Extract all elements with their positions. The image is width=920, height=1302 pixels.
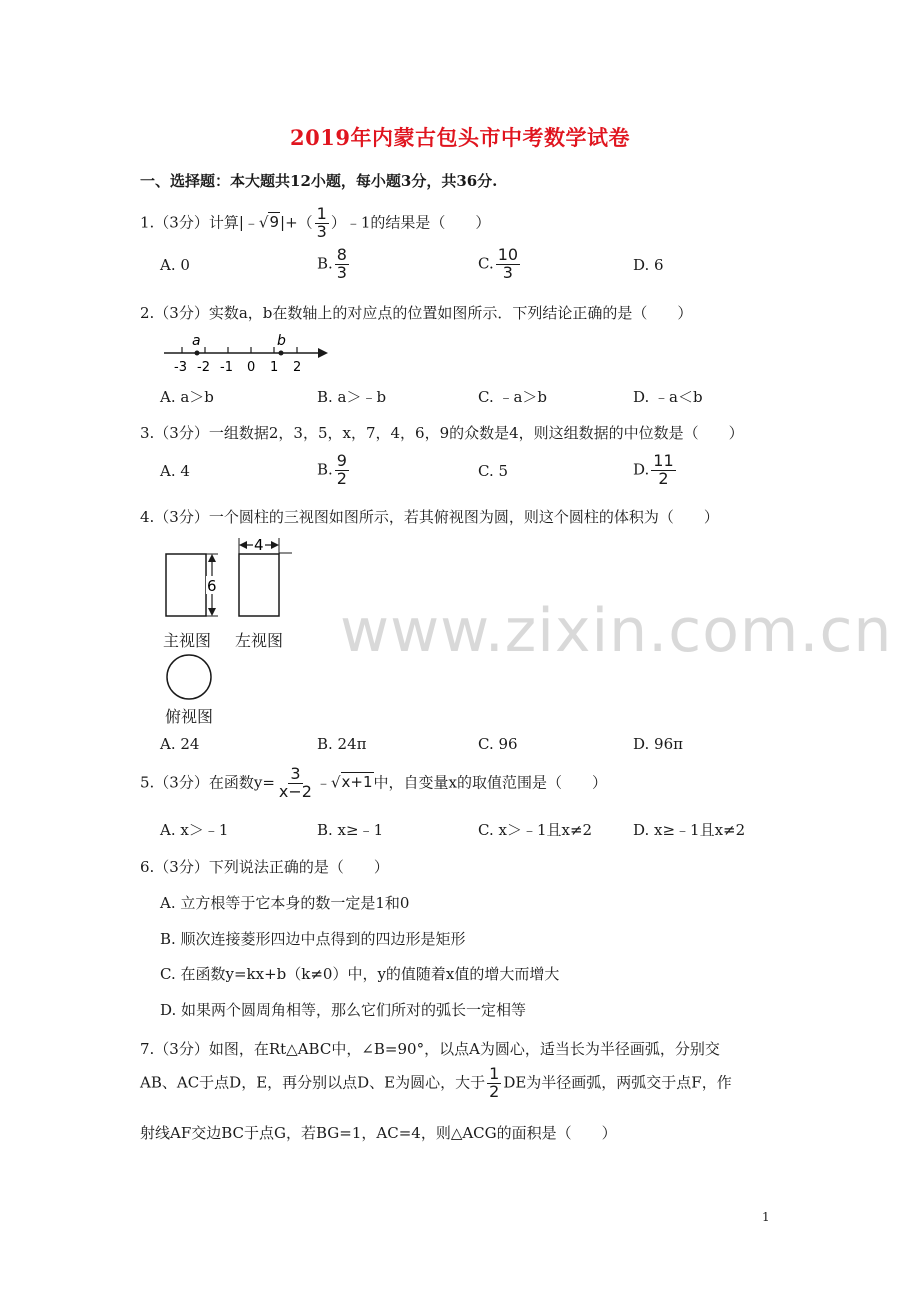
point-b-dot xyxy=(279,351,284,356)
tick-label: 2 xyxy=(293,360,302,375)
number-line-figure xyxy=(160,333,330,375)
q5-option-b: B. x≥﹣1 xyxy=(317,821,384,839)
height-dimension-label: 6 xyxy=(207,577,217,595)
q1-suffix: ）﹣1的结果是（ ） xyxy=(330,213,491,232)
q3-option-b: B. $\frac{9}{2}$ xyxy=(317,451,347,488)
q1-option-a: A. 0 xyxy=(160,256,190,274)
q4-option-d: D. 96π xyxy=(633,735,683,753)
q5-prefix: 5.（3分）在函数y= xyxy=(140,773,275,792)
point-a-dot xyxy=(195,351,200,356)
q5-fraction: $\frac{3}{x-2}$ xyxy=(278,764,312,801)
q1-prefix: 1.（3分）计算|﹣ xyxy=(140,213,259,232)
q5-suffix: 中，自变量x的取值范围是（ ） xyxy=(373,773,608,792)
left-view-label: 左视图 xyxy=(235,631,284,650)
front-view-label: 主视图 xyxy=(163,631,212,650)
q1-sqrt: √9 xyxy=(258,213,280,232)
q2-option-b: B. a＞﹣b xyxy=(317,388,387,406)
q7-fraction: $\frac{1}{2}$ xyxy=(489,1064,500,1101)
question-1-stem xyxy=(140,206,490,241)
tick-label: 0 xyxy=(247,360,256,375)
q1-option-b: B. $\frac{8}{3}$ xyxy=(317,245,347,282)
q1-mid: |+（ xyxy=(280,213,313,232)
q4-option-c: C. 96 xyxy=(478,735,518,753)
q5-option-d: D. x≥﹣1且x≠2 xyxy=(633,821,746,839)
q1-option-c: C. $\frac{10}{3}$ xyxy=(478,245,519,282)
page-title: 2019年内蒙古包头市中考数学试卷 xyxy=(290,125,630,150)
q3-option-c: C. 5 xyxy=(478,462,509,480)
three-view-figure xyxy=(160,536,300,626)
question-6-stem: 6.（3分）下列说法正确的是（ ） xyxy=(140,858,389,876)
q1-fraction: $\frac{1}{3}$ xyxy=(316,204,327,241)
q3-option-a: A. 4 xyxy=(160,462,190,480)
q6-option-a: A. 立方根等于它本身的数一定是1和0 xyxy=(160,894,410,912)
point-b-label: b xyxy=(277,333,286,349)
page-number: 1 xyxy=(762,1210,770,1224)
q6-option-c: C. 在函数y=kx+b（k≠0）中，y的值随着x值的增大而增大 xyxy=(160,965,560,983)
tick-label: -2 xyxy=(197,360,210,375)
tick-label: -3 xyxy=(174,360,187,375)
question-5-stem: 5.（3分）在函数y= $\frac{3}{x-2}$ ﹣√x+1中，自变量x的取值范围是（ ） xyxy=(140,764,608,801)
top-view-circle xyxy=(167,655,211,699)
q5-sqrt: √x+1 xyxy=(330,773,373,792)
question-3-stem: 3.（3分）一组数据2，3，5，x，7，4，6，9的众数是4，则这组数据的中位数是（ ） xyxy=(140,424,744,442)
q5-option-c: C. x＞﹣1且x≠2 xyxy=(478,821,593,839)
tick-label: 1 xyxy=(270,360,279,375)
q6-option-d: D. 如果两个圆周角相等，那么它们所对的弧长一定相等 xyxy=(160,1001,527,1019)
top-view-label: 俯视图 xyxy=(165,707,214,726)
watermark: www.zixin.com.cn xyxy=(340,596,893,666)
question-7-line-3: 射线AF交边BC于点G，若BG=1，AC=4，则△ACG的面积是（ ） xyxy=(140,1124,617,1142)
q4-option-b: B. 24π xyxy=(317,735,367,753)
top-view-figure xyxy=(163,652,217,704)
q5-option-a: A. x＞﹣1 xyxy=(160,821,229,839)
question-7-line-1: 7.（3分）如图，在Rt△ABC中，∠B=90°，以点A为圆心，适当长为半径画弧，分别交 xyxy=(140,1040,720,1058)
q2-option-c: C. ﹣a＞b xyxy=(478,388,548,406)
left-view-rect xyxy=(239,554,279,616)
width-dimension-label: 4 xyxy=(254,536,264,554)
q2-option-a: A. a＞b xyxy=(160,388,214,406)
q6-option-b: B. 顺次连接菱形四边中点得到的四边形是矩形 xyxy=(160,930,466,948)
q3-option-d: D. $\frac{11}{2}$ xyxy=(633,451,674,488)
question-2-stem: 2.（3分）实数a，b在数轴上的对应点的位置如图所示．下列结论正确的是（ ） xyxy=(140,304,693,322)
front-view-rect xyxy=(166,554,206,616)
q4-option-a: A. 24 xyxy=(160,735,200,753)
tick-label: -1 xyxy=(220,360,233,375)
point-a-label: a xyxy=(192,333,201,349)
q2-option-d: D. ﹣a＜b xyxy=(633,388,703,406)
question-4-stem: 4.（3分）一个圆柱的三视图如图所示，若其俯视图为圆，则这个圆柱的体积为（ ） xyxy=(140,508,719,526)
section-heading: 一、选择题：本大题共12小题，每小题3分，共36分. xyxy=(140,172,498,190)
q1-option-d: D. 6 xyxy=(633,256,664,274)
question-7-line-2: AB、AC于点D，E，再分别以点D、E为圆心，大于 $\frac{1}{2}$ DE为半径画弧，两弧交于点F，作 xyxy=(140,1064,732,1101)
